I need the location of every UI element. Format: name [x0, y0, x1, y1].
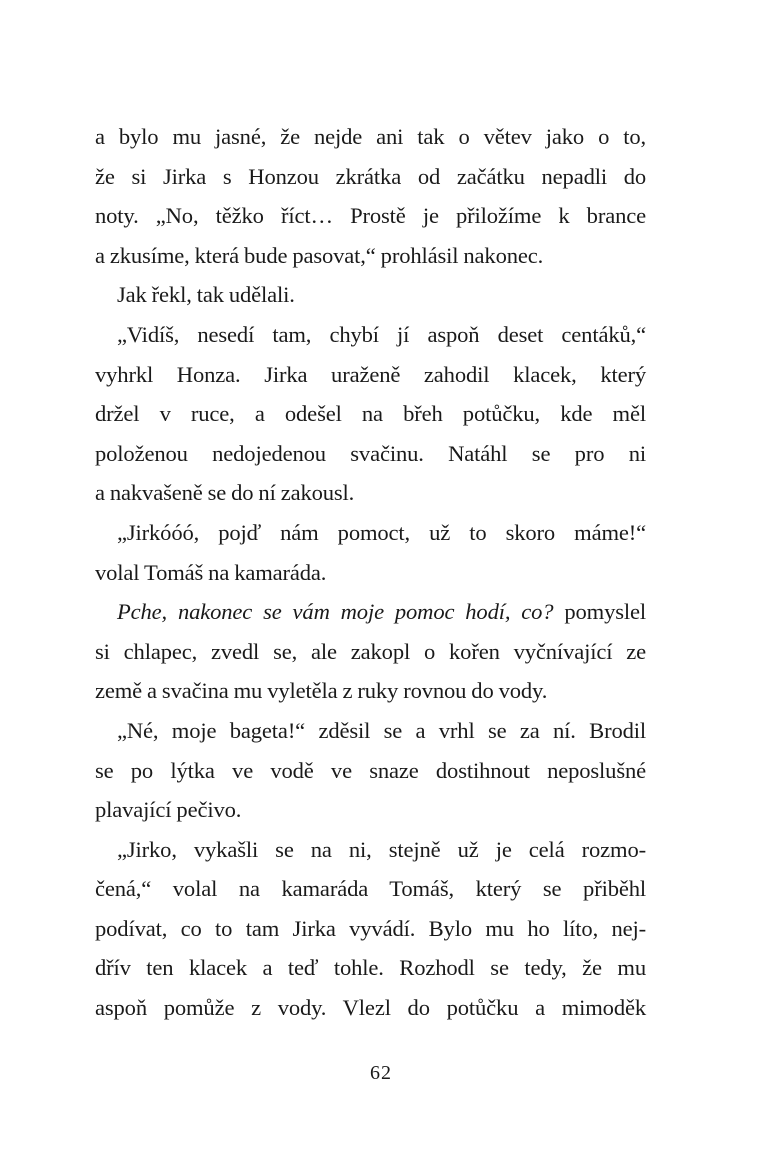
text-line: čená,“ volal na kamaráda Tomáš, který se přiběhl [95, 876, 646, 902]
text-line: vyhrkl Honza. Jirka uraženě zahodil klacek, který [95, 361, 646, 387]
italic-thought: Pche, nakonec se vám moje pomoc hodí, co? [117, 599, 554, 625]
text-fragment: pomyslel [553, 599, 646, 625]
paragraph-start-line: „Vidíš, nesedí tam, chybí jí aspoň deset centáků,“ [117, 321, 646, 347]
text-line: noty. „No, těžko říct… Prostě je přiložíme k brance [95, 203, 646, 229]
paragraph-end-line: a nakvašeně se do ní zakousl. [95, 480, 355, 506]
text-line: si chlapec, zvedl se, ale zakopl o kořen vyčnívající ze [95, 638, 646, 664]
page-number: 62 [370, 1062, 392, 1084]
text-line: podívat, co to tam Jirka vyvádí. Bylo mu ho líto, nej- [95, 915, 646, 941]
text-line: držel v ruce, a odešel na břeh potůčku, kde měl [95, 401, 646, 427]
paragraph-end-line: plavající pečivo. [95, 797, 242, 823]
text-line: položenou nedojedenou svačinu. Natáhl se pro ni [95, 440, 646, 466]
paragraph-start-line: „Jirko, vykašli se na ni, stejně už je celá rozmo- [117, 836, 646, 862]
paragraph-start-line: „Jirkóóó, pojď nám pomoct, už to skoro máme!“ [117, 519, 646, 545]
text-line: aspoň pomůže z vody. Vlezl do potůčku a mimoděk [95, 995, 646, 1021]
paragraph-end-line: volal Tomáš na kamaráda. [95, 559, 327, 585]
book-page-text [95, 117, 646, 1028]
paragraph-end-line: země a svačina mu vyletěla z ruky rovnou do vody. [95, 678, 548, 704]
text-line: a bylo mu jasné, že nejde ani tak o větev jako o to, [95, 124, 646, 149]
text-line: že si Jirka s Honzou zkrátka od začátku nepadli do [95, 163, 646, 189]
paragraph-line: Jak řekl, tak udělali. [117, 282, 295, 308]
text-line: dřív ten klacek a teď tohle. Rozhodl se tedy, že mu [95, 955, 646, 981]
paragraph-start-line: „Né, moje bageta!“ zděsil se a vrhl se za ní. Brodil [117, 717, 646, 743]
paragraph-end-line: a zkusíme, která bude pasovat,“ prohlásil nakonec. [95, 242, 544, 268]
text-line: se po lýtka ve vodě ve snaze dostihnout neposlušné [95, 757, 646, 783]
paragraph-start-line [95, 592, 646, 632]
